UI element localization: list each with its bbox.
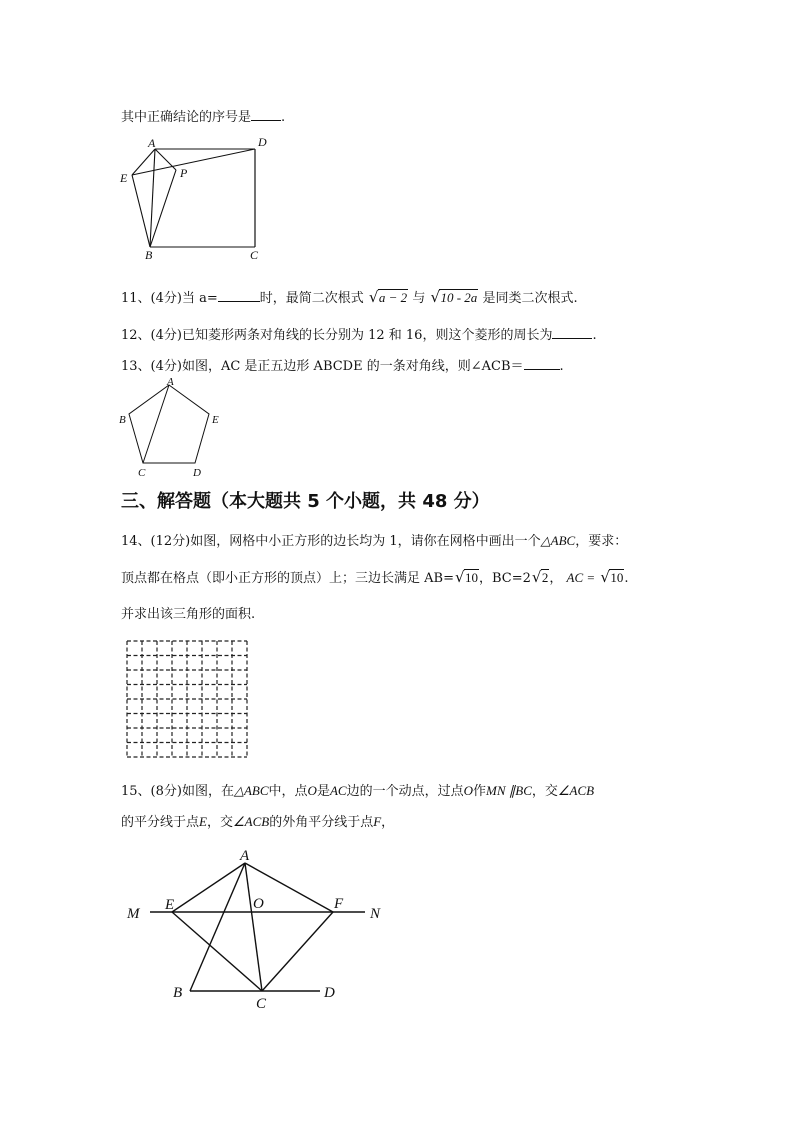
q11-conj: 与 <box>412 291 426 306</box>
q15-point-O: O <box>307 783 317 798</box>
pent-label-C: C <box>138 467 146 479</box>
q15-line-2 <box>121 811 394 830</box>
q15-point-E: E <box>199 814 207 829</box>
q11-end: 是同类二次根式. <box>482 291 578 306</box>
q14-ac-radical: √ 10 <box>600 568 624 586</box>
q14-line2-c: ， <box>549 571 563 586</box>
label-E: E <box>120 171 128 185</box>
q13-end: . <box>559 359 564 374</box>
q15-text-a: 15、(8分)如图，在 <box>121 784 234 799</box>
tri-label-C: C <box>256 996 267 1012</box>
q11-line <box>121 287 578 306</box>
q14-line-3: 并求出该三角形的面积. <box>121 607 256 622</box>
q15-point-O2: O <box>463 783 473 798</box>
q14-bc-coef: 2 <box>522 571 531 586</box>
q15-mn-parallel-bc: MN ∥BC <box>486 783 532 798</box>
q14-bc-radical: √ 2 <box>531 568 549 586</box>
tri-label-B: B <box>173 985 183 1001</box>
q14-line-2 <box>121 567 628 586</box>
q12-end: . <box>592 328 597 343</box>
q15-line2-end: ， <box>381 815 395 830</box>
label-B: B <box>145 248 153 262</box>
label-C: C <box>250 248 259 262</box>
q11-answer-blank[interactable] <box>218 289 260 302</box>
tri-label-A: A <box>240 848 250 864</box>
q12-text: 12、(4分)已知菱形两条对角线的长分别为 12 和 16，则这个菱形的周长为 <box>121 328 553 343</box>
tri-label-E: E <box>165 897 175 913</box>
tri-label-D: D <box>324 985 335 1001</box>
pentagon-figure <box>115 375 225 480</box>
q11-mid: 时，最简二次根式 <box>259 291 364 306</box>
q15-angle-acb-1: ∠ACB <box>557 783 595 798</box>
q10-end: . <box>281 110 286 125</box>
q10-text: 其中正确结论的序号是 <box>121 110 252 125</box>
grid-figure[interactable] <box>123 637 251 761</box>
q15-side-AC: AC <box>329 783 347 798</box>
q15-line2-a: 的平分线于点 <box>121 815 200 830</box>
tri-label-N: N <box>370 906 381 922</box>
q14-line2-b: ，BC= <box>478 571 523 586</box>
q11-radical-2: √ 10 - 2a <box>430 288 478 306</box>
q15-point-F: F <box>373 814 382 829</box>
q15-line-1 <box>121 780 594 799</box>
q12-answer-blank[interactable] <box>552 326 592 339</box>
q15-text-d: 边的一个动点，过点 <box>346 784 464 799</box>
pent-label-B: B <box>119 414 126 426</box>
q14-line-1 <box>121 530 627 549</box>
q13-line <box>121 355 564 374</box>
q15-text-c: 是 <box>316 784 330 799</box>
pent-label-E: E <box>212 414 219 426</box>
q13-text: 13、(4分)如图，AC 是正五边形 ABCDE 的一条对角线，则∠ACB＝ <box>121 359 524 374</box>
q13-answer-blank[interactable] <box>524 357 560 370</box>
section-3-title: 三、解答题（本大题共 5 个小题，共 48 分） <box>121 491 490 512</box>
q15-text-e: 作 <box>472 784 486 799</box>
q12-line <box>121 324 597 343</box>
square-figure <box>110 135 280 265</box>
tri-label-M: M <box>127 906 140 922</box>
q14-line2-a: 顶点都在格点（即小正方形的顶点）上；三边长满足 AB= <box>121 571 454 586</box>
q15-text-f: ，交 <box>531 784 558 799</box>
q15-line2-c: 的外角平分线于点 <box>269 815 374 830</box>
q15-angle-acb-2: ∠ACB <box>232 814 270 829</box>
q10-tail-line <box>121 106 285 125</box>
q11-text: 11、(4分)当 a= <box>121 291 218 306</box>
q15-text-b: 中，点 <box>268 784 308 799</box>
q11-radical-1: √ a − 2 <box>368 288 408 306</box>
tri-label-O: O <box>253 896 264 912</box>
label-D: D <box>258 135 267 149</box>
triangle-figure <box>120 845 400 1015</box>
tri-label-F: F <box>334 896 344 912</box>
label-A: A <box>148 136 156 150</box>
q14-ac-label: AC = <box>566 570 596 585</box>
q10-answer-blank[interactable] <box>251 108 281 121</box>
q14-text-b: ，要求： <box>575 534 628 549</box>
q15-triangle: △ABC <box>233 783 269 798</box>
label-P: P <box>180 166 188 180</box>
pent-label-D: D <box>193 467 201 479</box>
q15-line2-b: ，交 <box>206 815 233 830</box>
pent-label-A: A <box>167 376 174 388</box>
q14-triangle: △ABC <box>540 533 576 548</box>
q14-ab-radical: √ 10 <box>454 568 478 586</box>
q14-line2-end: . <box>624 571 629 586</box>
q14-text-a: 14、(12分)如图，网格中小正方形的边长均为 1，请你在网格中画出一个 <box>121 534 541 549</box>
